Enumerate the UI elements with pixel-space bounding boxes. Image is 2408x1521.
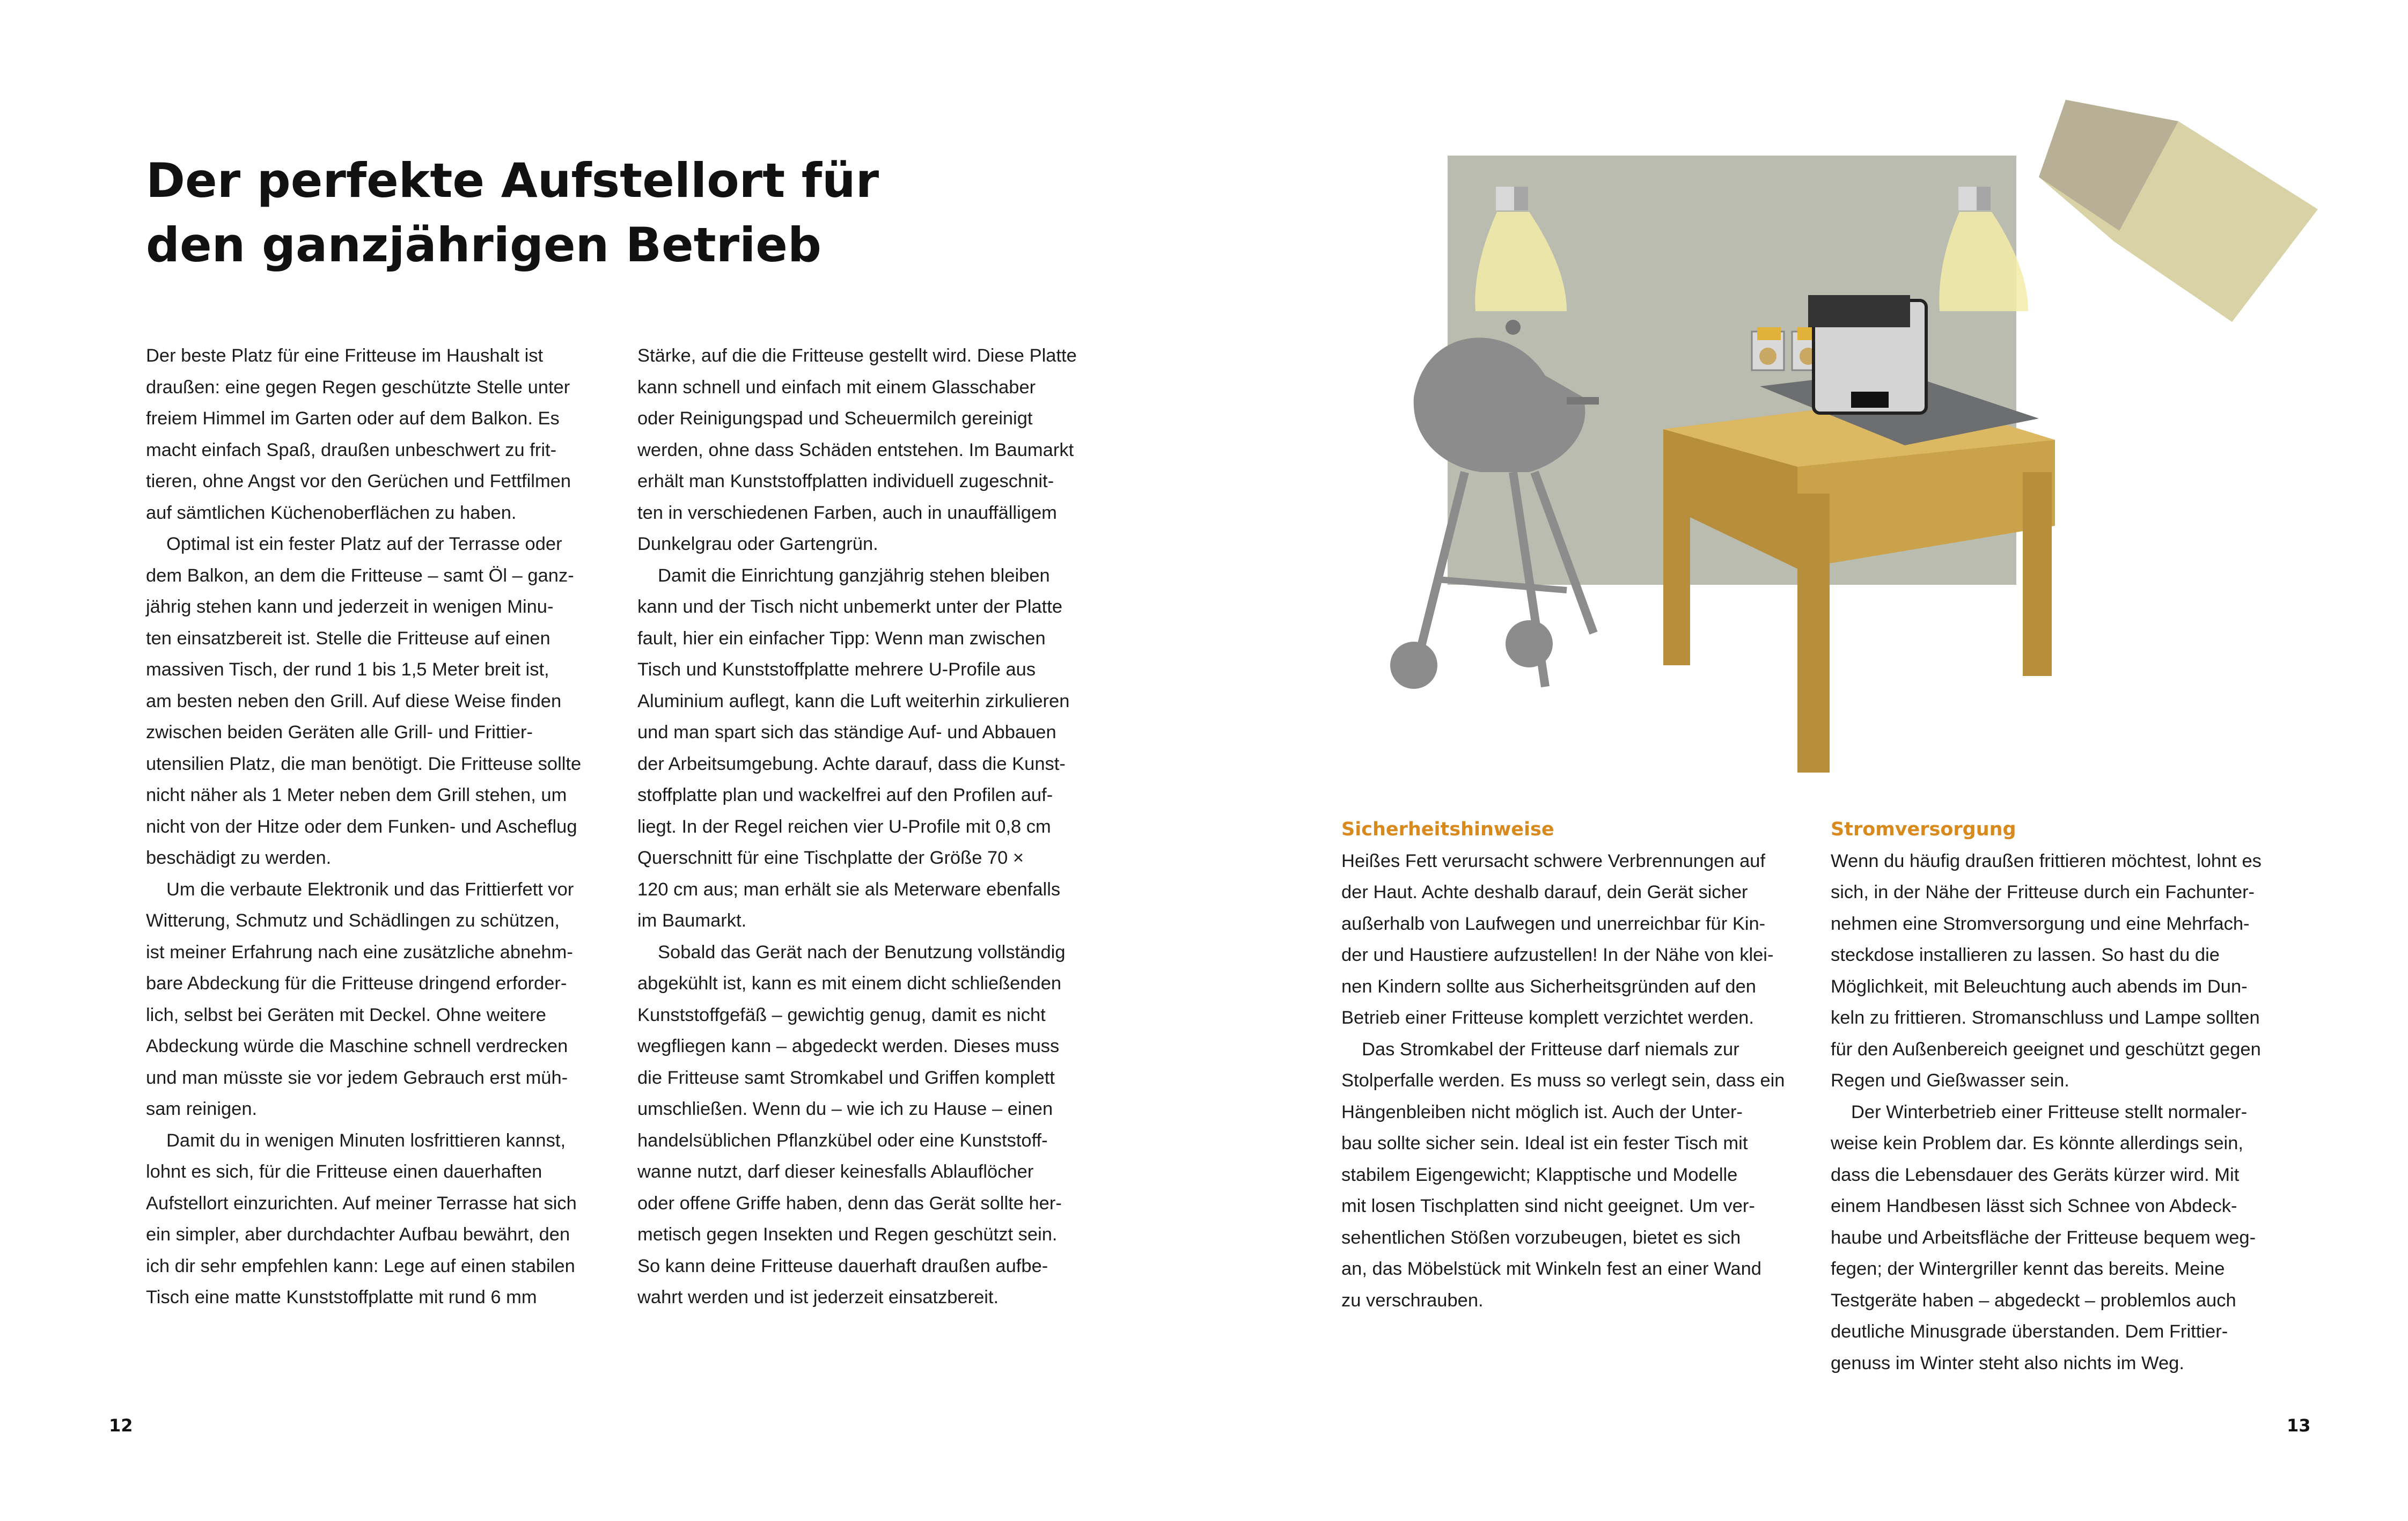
text-line: die Fritteuse samt Stromkabel und Griffen komplett [637,1067,1055,1088]
text-line: Sobald das Gerät nach der Benutzung vollständig [658,942,1066,962]
text-line: Regen und Gießwasser sein. [1831,1070,2069,1091]
text-line: genuss im Winter steht also nichts im Weg. [1831,1353,2184,1373]
text-line: wegfliegen kann – abgedeckt werden. Dieses muss [637,1036,1060,1056]
paragraph [1831,1097,2265,1379]
text-line: beschädigt zu werden. [146,848,332,868]
paragraph [1341,1034,1785,1317]
text-line: macht einfach Spaß, draußen unbeschwert zu frit- [146,439,557,460]
text-line: Heißes Fett verursacht schwere Verbrennungen auf [1341,850,1766,871]
text-line: bare Abdeckung für die Fritteuse dringend erforder- [146,973,567,994]
section-heading: Sicherheitshinweise [1341,819,1554,840]
text-line: wahrt werden und ist jederzeit einsatzbereit. [637,1287,999,1307]
text-line: utensilien Platz, die man benötigt. Die Fritteuse sollte [146,753,582,774]
text-line: lohnt es sich, für die Fritteuse einen dauerhaften [146,1162,542,1182]
text-line: am besten neben den Grill. Auf diese Weise finden [146,690,562,711]
text-line: weise kein Problem dar. Es könnte allerdings sein, [1831,1133,2243,1153]
text-line: kann schnell und einfach mit einem Glasschaber [637,377,1036,398]
text-line: oder offene Griffe haben, denn das Gerät sollte her- [637,1193,1062,1214]
text-column-3 [1341,814,1785,1316]
text-line: massiven Tisch, der rund 1 bis 1,5 Meter breit ist, [146,659,549,680]
text-line: Kunststoffgefäß – gewichtig genug, damit es nicht [637,1004,1046,1025]
text-line: außerhalb von Laufwegen und unerreichbar für Kin- [1341,913,1766,934]
page-number-left: 12 [109,1415,133,1436]
text-line: ich dir sehr empfehlen kann: Lege auf einen stabilen [146,1255,575,1276]
paragraph [1341,846,1776,1034]
text-line: ten in verschiedenen Farben, auch in unauffälligem [637,502,1057,523]
text-line: liegt. In der Regel reichen vier U-Profile mit 0,8 cm [637,816,1051,837]
text-line: deutliche Minusgrade überstanden. Dem Frittier- [1831,1321,2228,1342]
text-line: der Haut. Achte deshalb darauf, dein Gerät sicher [1341,882,1748,902]
text-column-4 [1831,814,2265,1379]
fryer-cover-box [2039,100,2318,322]
text-column-2 [637,340,1077,1313]
text-line: Testgeräte haben – abgedeckt – problemlos auch [1831,1290,2236,1311]
text-line: der und Haustiere aufzustellen! In der Nähe von klei- [1341,945,1774,965]
paragraph [637,937,1073,1313]
text-line: dem Balkon, an dem die Fritteuse – samt Öl – ganz- [146,565,574,586]
text-line: steckdose installieren zu lassen. So hast du die [1831,945,2220,965]
text-line: draußen: eine gegen Regen geschützte Stelle unter [146,377,570,398]
text-line: im Baumarkt. [637,910,747,931]
text-line: Betrieb einer Fritteuse komplett verzichtet werden. [1341,1008,1754,1028]
paragraph [146,874,575,1125]
text-line: haube und Arbeitsfläche der Fritteuse bequem weg- [1831,1227,2256,1248]
text-line: stoffplatte plan und wackelfrei auf den Profilen auf- [637,785,1053,805]
text-line: tieren, ohne Angst vor den Gerüchen und Fettfilmen [146,471,571,491]
text-line: 120 cm aus; man erhält sie als Meterware ebenfalls [637,879,1061,900]
paragraph [1831,846,2265,1097]
section-heading: Stromversorgung [1831,819,2016,840]
text-line: metisch gegen Insekten und Regen geschützt sein. [637,1224,1058,1245]
text-line: erhält man Kunststoffplatten individuell zugeschnit- [637,471,1054,491]
text-line: keln zu frittieren. Stromanschluss und Lampe sollten [1831,1008,2260,1028]
text-line: und man müsste sie vor jedem Gebrauch erst müh- [146,1067,568,1088]
text-line: der Arbeitsumgebung. Achte darauf, dass die Kunst- [637,753,1066,774]
text-line: kann und der Tisch nicht unbemerkt unter der Platte [637,597,1063,617]
text-line: und man spart sich das ständige Auf- und Abbauen [637,722,1056,743]
paragraph [637,560,1073,937]
outdoor-fryer-illustration [1352,97,2318,773]
text-line: stabilem Eigengewicht; Klapptische und Modelle [1341,1164,1738,1185]
text-line: fegen; der Wintergriller kennt das bereits. Meine [1831,1259,2225,1279]
text-line: lich, selbst bei Geräten mit Deckel. Ohne weitere [146,1004,546,1025]
text-line: Tisch und Kunststoffplatte mehrere U-Profile aus [637,659,1036,680]
text-line: mit losen Tischplatten sind nicht geeignet. Um ver- [1341,1196,1755,1216]
text-line: freiem Himmel im Garten oder auf dem Balkon. Es [146,408,560,429]
text-line: auf sämtlichen Küchenoberflächen zu haben. [146,502,517,523]
paragraph [146,1125,575,1313]
text-line: an, das Möbelstück mit Winkeln fest an einer Wand [1341,1259,1761,1279]
page-title [146,149,951,277]
title-line: Der perfekte Aufstellort für [146,152,879,208]
text-line: Um die verbaute Elektronik und das Frittierfett vor [166,879,574,900]
text-line: Optimal ist ein fester Platz auf der Terrasse oder [166,534,562,554]
text-line: jährig stehen kann und jederzeit in wenigen Minu- [146,597,554,617]
text-line: Dunkelgrau oder Gartengrün. [637,534,878,554]
text-line: Das Stromkabel der Fritteuse darf niemals zur [1362,1039,1739,1060]
text-line: Aufstellort einzurichten. Auf meiner Terrasse hat sich [146,1193,577,1214]
text-line: umschließen. Wenn du – wie ich zu Hause – einen [637,1099,1053,1119]
text-line: abgekühlt ist, kann es mit einem dicht schließenden [637,973,1062,994]
text-line: fault, hier ein einfacher Tipp: Wenn man zwischen [637,628,1046,649]
text-line: handelsüblichen Pflanzkübel oder eine Kunststoff- [637,1130,1048,1151]
text-line: Damit die Einrichtung ganzjährig stehen bleiben [658,565,1050,586]
text-line: zu verschrauben. [1341,1290,1484,1311]
paragraph [146,528,582,874]
text-line: nicht von der Hitze oder dem Funken- und Ascheflug [146,816,577,837]
text-line: dass die Lebensdauer des Geräts kürzer wird. Mit [1831,1164,2240,1185]
text-line: sich, in der Nähe der Fritteuse durch ein Fachunter- [1831,882,2255,902]
text-line: nicht näher als 1 Meter neben dem Grill stehen, um [146,785,567,805]
deep-fryer [1808,295,1926,413]
text-line: Wenn du häufig draußen frittieren möchtest, lohnt es [1831,850,2262,871]
paragraph [146,340,575,528]
text-line: So kann deine Fritteuse dauerhaft draußen aufbe- [637,1255,1048,1276]
text-column-1 [146,340,582,1313]
text-line: nen Kindern sollte aus Sicherheitsgründen auf den [1341,976,1756,997]
page-number-right: 13 [2287,1415,2311,1436]
text-line: nehmen eine Stromversorgung und eine Mehrfach- [1831,913,2250,934]
text-line: Der beste Platz für eine Fritteuse im Haushalt ist [146,346,544,366]
text-line: Stolperfalle werden. Es muss so verlegt sein, dass ein [1341,1070,1785,1091]
text-line: einem Handbesen lässt sich Schnee von Abdeck- [1831,1196,2237,1216]
text-line: Witterung, Schmutz und Schädlingen zu schützen, [146,910,560,931]
text-line: wanne nutzt, darf dieser keinesfalls Ablauflöcher [637,1162,1034,1182]
text-line: Der Winterbetrieb einer Fritteuse stellt normaler- [1851,1101,2248,1122]
text-line: bau sollte sicher sein. Ideal ist ein fester Tisch mit [1341,1133,1748,1153]
text-line: Abdeckung würde die Maschine schnell verdrecken [146,1036,568,1056]
text-line: ten einsatzbereit ist. Stelle die Fritteuse auf einen [146,628,550,649]
paragraph [637,340,1077,560]
text-line: Stärke, auf die die Fritteuse gestellt wird. Diese Platte [637,346,1077,366]
text-line: ist meiner Erfahrung nach eine zusätzliche abnehm- [146,942,573,962]
text-line: oder Reinigungspad und Scheuermilch gereinigt [637,408,1033,429]
text-line: Aluminium auflegt, kann die Luft weiterhin zirkulieren [637,690,1070,711]
text-line: Querschnitt für eine Tischplatte der Größe 70 × [637,848,1024,868]
title-line: den ganzjährigen Betrieb [146,217,821,273]
text-line: Möglichkeit, mit Beleuchtung auch abends im Dun- [1831,976,2248,997]
text-line: werden, ohne dass Schäden entstehen. Im Baumarkt [637,439,1074,460]
text-line: sam reinigen. [146,1099,258,1119]
text-line: ein simpler, aber durchdachter Aufbau bewährt, den [146,1224,570,1245]
text-line: für den Außenbereich geeignet und geschützt gegen [1831,1039,2261,1060]
text-line: zwischen beiden Geräten alle Grill- und Frittier- [146,722,533,743]
text-line: sehentlichen Stößen vorzubeugen, bietet es sich [1341,1227,1741,1248]
text-line: Hängenbleiben nicht möglich ist. Auch der Unter- [1341,1101,1743,1122]
text-line: Tisch eine matte Kunststoffplatte mit rund 6 mm [146,1287,537,1307]
text-line: Damit du in wenigen Minuten losfrittieren kannst, [166,1130,566,1151]
